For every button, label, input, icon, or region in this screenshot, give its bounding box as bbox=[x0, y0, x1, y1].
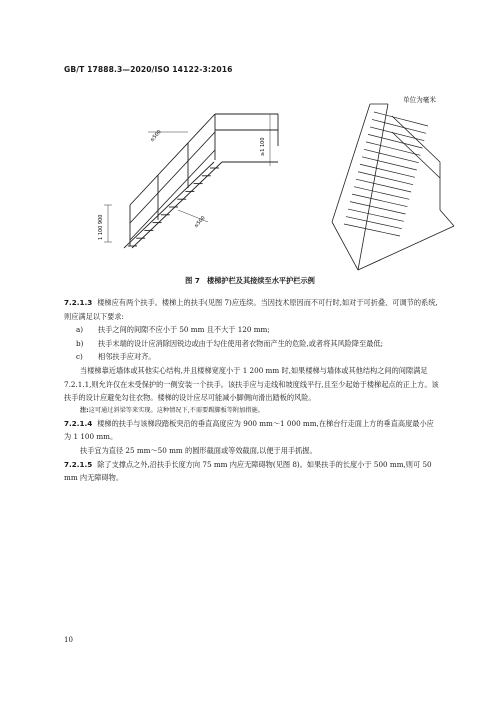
para-7-2-1-4: 7.2.1.4 楼梯的扶手与该梯段踏板突沿的垂直高度应为 900 mm～1 000 mm,在梯台行走面上方的垂直高度最小应为 1 100 mm。 bbox=[64, 418, 434, 442]
clause-number: 7.2.1.5 bbox=[64, 459, 93, 469]
list-item: b) 扶手末端的设计应消除因锐边或由于勾住使用者衣物而产生的危险,或者将其风险降至最低; bbox=[76, 338, 384, 348]
para-7-2-1-3: 7.2.1.3 楼梯应有两个扶手。楼梯上的扶手(见图 7)应连续。当因技术原因而不可行时,如对于可折叠、可调节的系统,则应满足以下要求: bbox=[64, 298, 438, 321]
list-item: c) 相邻扶手应对齐。 bbox=[76, 352, 156, 362]
dim-left: 1 100 900 bbox=[98, 214, 104, 240]
note: 注:这可通过斜梁等来实现。这种情况下,不需要踢脚板等附加措施。 bbox=[80, 406, 264, 414]
page-number: 10 bbox=[64, 636, 73, 644]
standard-header: GB/T 17888.3—2020/ISO 14122-3:2016 bbox=[64, 65, 233, 74]
paragraph: 当楼梯靠近墙体或其他实心结构,并且楼梯宽度小于 1 200 mm 时,如果楼梯与墙体或其他结构之间的间隙满足 7.2.1.1,则允许仅在未受保护的一侧安装一个扶手。该扶手应与走线和坡度线平行,且至少起始于楼梯起点的正上方。该扶手的设计应避免勾住衣物。楼梯的设计应尽可能减小脚侧向滑出踏板的风险。 bbox=[64, 365, 439, 403]
paragraph: 扶手宜为直径 25 mm～50 mm 的圆形截面或等效截面,以便于用手抓握。 bbox=[80, 445, 317, 455]
figure-caption: 图 7 楼梯护栏及其接续至水平护栏示例 bbox=[185, 276, 315, 285]
figure-stair-elevation bbox=[88, 110, 280, 260]
unit-note: 单位为毫米 bbox=[403, 96, 436, 104]
clause-number: 7.2.1.3 bbox=[64, 298, 93, 307]
body-text bbox=[64, 296, 440, 485]
list-item: a) 扶手之间的间隙不应小于 50 mm 且不大于 120 mm; bbox=[76, 325, 270, 335]
dim-bottom: ≤500 bbox=[193, 215, 207, 230]
dim-right: ≥1 100 bbox=[260, 137, 266, 156]
figure-stair-isometric bbox=[330, 102, 460, 274]
dim-top: ≤500 bbox=[149, 129, 163, 144]
clause-number: 7.2.1.4 bbox=[64, 418, 93, 428]
para-7-2-1-5: 7.2.1.5 除了支撑点之外,沿扶手长度方向 75 mm 内应无障碍物(见图 8)。如果扶手的长度小于 500 mm,则可 50 mm 内无障碍物。 bbox=[64, 459, 432, 483]
